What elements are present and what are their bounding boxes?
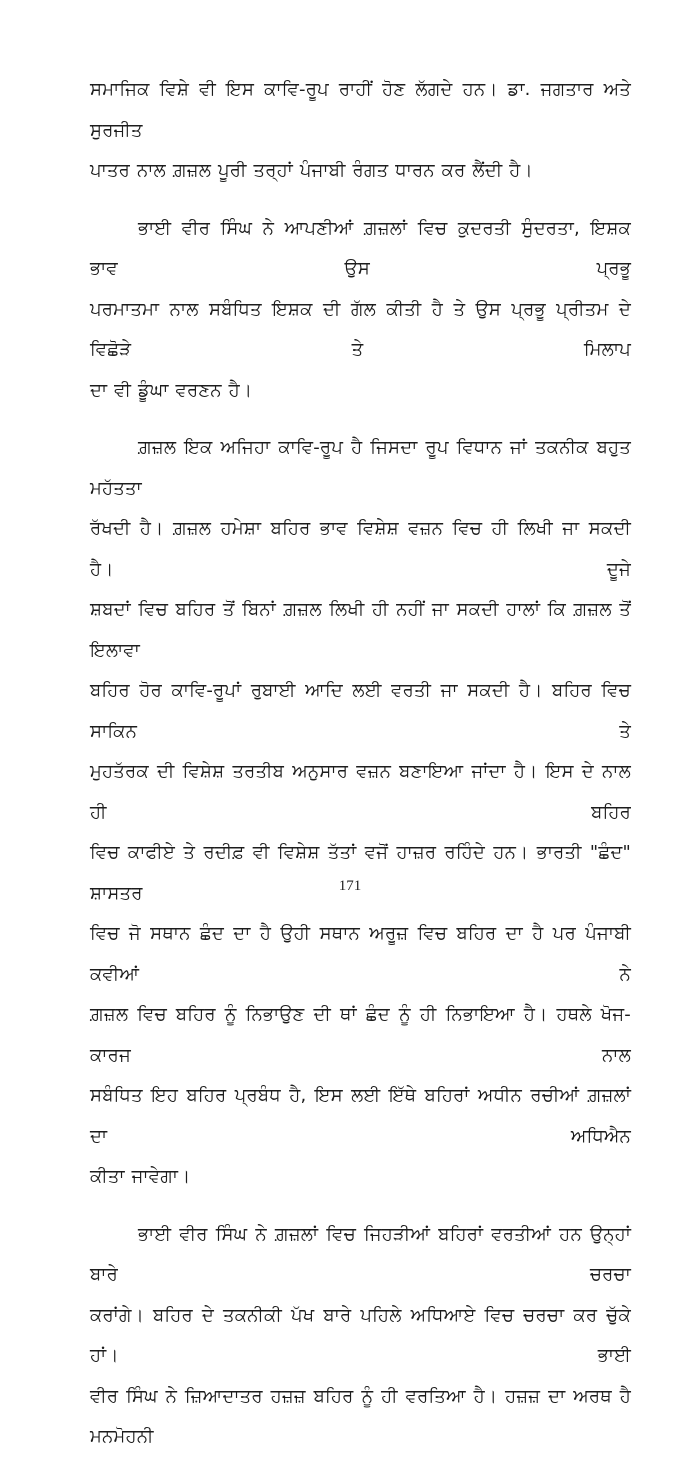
text-line: ਭਾਈ ਵੀਰ ਸਿੰਘ ਨੇ ਗ਼ਜ਼ਲਾਂ ਵਿਚ ਜਿਹੜੀਆਂ ਬਹਿਰਾਂ ਵਰਤੀਆਂ ਹਨ ਉਨ੍ਹਾਂ ਬਾਰੇ ਚਰਚਾ — [90, 1223, 631, 1285]
paragraph — [90, 1215, 631, 1458]
text-line: ਬਹਿਰ ਹੋਰ ਕਾਵਿ-ਰੂਪਾਂ ਰੁਬਾਈ ਆਦਿ ਲਈ ਵਰਤੀ ਜਾ ਸਕਦੀ ਹੈ। ਬਹਿਰ ਵਿਚ ਸਾਕਿਨ ਤੇ — [90, 680, 631, 742]
text-line: ਕੀਤਾ ਜਾਵੇਗਾ। — [90, 1166, 191, 1187]
text-line: ਸਮਾਜਿਕ ਵਿਸ਼ੇ ਵੀ ਇਸ ਕਾਵਿ-ਰੂਪ ਰਾਹੀਂ ਹੋਣ ਲੱਗਦੇ ਹਨ। ਡਾ. ਜਗਤਾਰ ਅਤੇ ਸੁਰਜੀਤ — [90, 79, 631, 141]
text-line: ਵੀਰ ਸਿੰਘ ਨੇ ਜ਼ਿਆਦਾਤਰ ਹਜ਼ਜ਼ ਬਹਿਰ ਨੂੰ ਹੀ ਵਰਤਿਆ ਹੈ। ਹਜ਼ਜ਼ ਦਾ ਅਰਥ ਹੈ ਮਨਮੋਹਨੀ — [90, 1385, 631, 1447]
text-line: ਮੁਹਤੱਰਕ ਦੀ ਵਿਸ਼ੇਸ਼ ਤਰਤੀਬ ਅਨੁਸਾਰ ਵਜ਼ਨ ਬਣਾਇਆ ਜਾਂਦਾ ਹੈ। ਇਸ ਦੇ ਨਾਲ ਹੀ ਬਹਿਰ — [90, 761, 631, 823]
text-line: ਵਿਚ ਕਾਫੀਏ ਤੇ ਰਦੀਫ਼ ਵੀ ਵਿਸ਼ੇਸ਼ ਤੱਤਾਂ ਵਜੋਂ ਹਾਜ਼ਰ ਰਹਿੰਦੇ ਹਨ। ਭਾਰਤੀ "ਛੰਦ" ਸ਼ਾਸਤਰ — [90, 842, 631, 904]
text-line: ਗ਼ਜ਼ਲ ਵਿਚ ਬਹਿਰ ਨੂੰ ਨਿਭਾਉਣ ਦੀ ਥਾਂ ਛੰਦ ਨੂੰ ਹੀ ਨਿਭਾਇਆ ਹੈ। ਹਥਲੇ ਖੋਜ-ਕਾਰਜ ਨਾਲ — [90, 1004, 631, 1066]
text-line: ਸ਼ਬਦਾਂ ਵਿਚ ਬਹਿਰ ਤੋਂ ਬਿਨਾਂ ਗ਼ਜ਼ਲ ਲਿਖੀ ਹੀ ਨਹੀਂ ਜਾ ਸਕਦੀ ਹਾਲਾਂ ਕਿ ਗ਼ਜ਼ਲ ਤੋਂ ਇਲਾਵਾ — [90, 599, 631, 661]
text-line: ਭਾਈ ਵੀਰ ਸਿੰਘ ਨੇ ਆਪਣੀਆਂ ਗ਼ਜ਼ਲਾਂ ਵਿਚ ਕੁਦਰਤੀ ਸੁੰਦਰਤਾ, ਇਸ਼ਕ ਭਾਵ ਉਸ ਪ੍ਰਭੂ — [90, 217, 631, 279]
text-line: ਪਾਤਰ ਨਾਲ ਗ਼ਜ਼ਲ ਪੂਰੀ ਤਰ੍ਹਾਂ ਪੰਜਾਬੀ ਰੰਗਤ ਧਾਰਨ ਕਰ ਲੈਂਦੀ ਹੈ। — [90, 160, 533, 181]
text-line: ਸਬੰਧਿਤ ਇਹ ਬਹਿਰ ਪ੍ਰਬੰਧ ਹੈ, ਇਸ ਲਈ ਇੱਥੇ ਬਹਿਰਾਂ ਅਧੀਨ ਰਚੀਆਂ ਗ਼ਜ਼ਲਾਂ ਦਾ ਅਧਿਐਨ — [90, 1085, 631, 1147]
page-number: 171 — [338, 878, 362, 894]
paragraph — [90, 428, 631, 1198]
text-line: ਦਾ ਵੀ ਡੂੰਘਾ ਵਰਣਨ ਹੈ। — [90, 379, 253, 401]
text-line: ਰੱਖਦੀ ਹੈ। ਗ਼ਜ਼ਲ ਹਮੇਸ਼ਾ ਬਹਿਰ ਭਾਵ ਵਿਸ਼ੇਸ਼ ਵਜ਼ਨ ਵਿਚ ਹੀ ਲਿਖੀ ਜਾ ਸਕਦੀ ਹੈ। ਦੂਜੇ — [90, 518, 631, 580]
text-line: ਗ਼ਜ਼ਲ ਇਕ ਅਜਿਹਾ ਕਾਵਿ-ਰੂਪ ਹੈ ਜਿਸਦਾ ਰੂਪ ਵਿਧਾਨ ਜਾਂ ਤਕਨੀਕ ਬਹੁਤ ਮਹੱਤਤਾ — [90, 437, 631, 499]
paragraph — [90, 209, 631, 412]
text-line: ਪਰਮਾਤਮਾ ਨਾਲ ਸਬੰਧਿਤ ਇਸ਼ਕ ਦੀ ਗੱਲ ਕੀਤੀ ਹੈ ਤੇ ਉਸ ਪ੍ਰਭੂ ਪ੍ਰੀਤਮ ਦੇ ਵਿਛੋੜੇ ਤੇ ਮਿਲਾਪ — [90, 298, 631, 360]
text-body — [90, 70, 631, 1475]
text-line: ਕਰਾਂਗੇ। ਬਹਿਰ ਦੇ ਤਕਨੀਕੀ ਪੱਖ ਬਾਰੇ ਪਹਿਲੇ ਅਧਿਆਏ ਵਿਚ ਚਰਚਾ ਕਰ ਚੁੱਕੇ ਹਾਂ। ਭਾਈ — [90, 1304, 631, 1366]
paragraph — [90, 70, 631, 192]
text-line: ਵਿਚ ਜੋ ਸਥਾਨ ਛੰਦ ਦਾ ਹੈ ਉਹੀ ਸਥਾਨ ਅਰੂਜ਼ ਵਿਚ ਬਹਿਰ ਦਾ ਹੈ ਪਰ ਪੰਜਾਬੀ ਕਵੀਆਂ ਨੇ — [90, 923, 631, 985]
